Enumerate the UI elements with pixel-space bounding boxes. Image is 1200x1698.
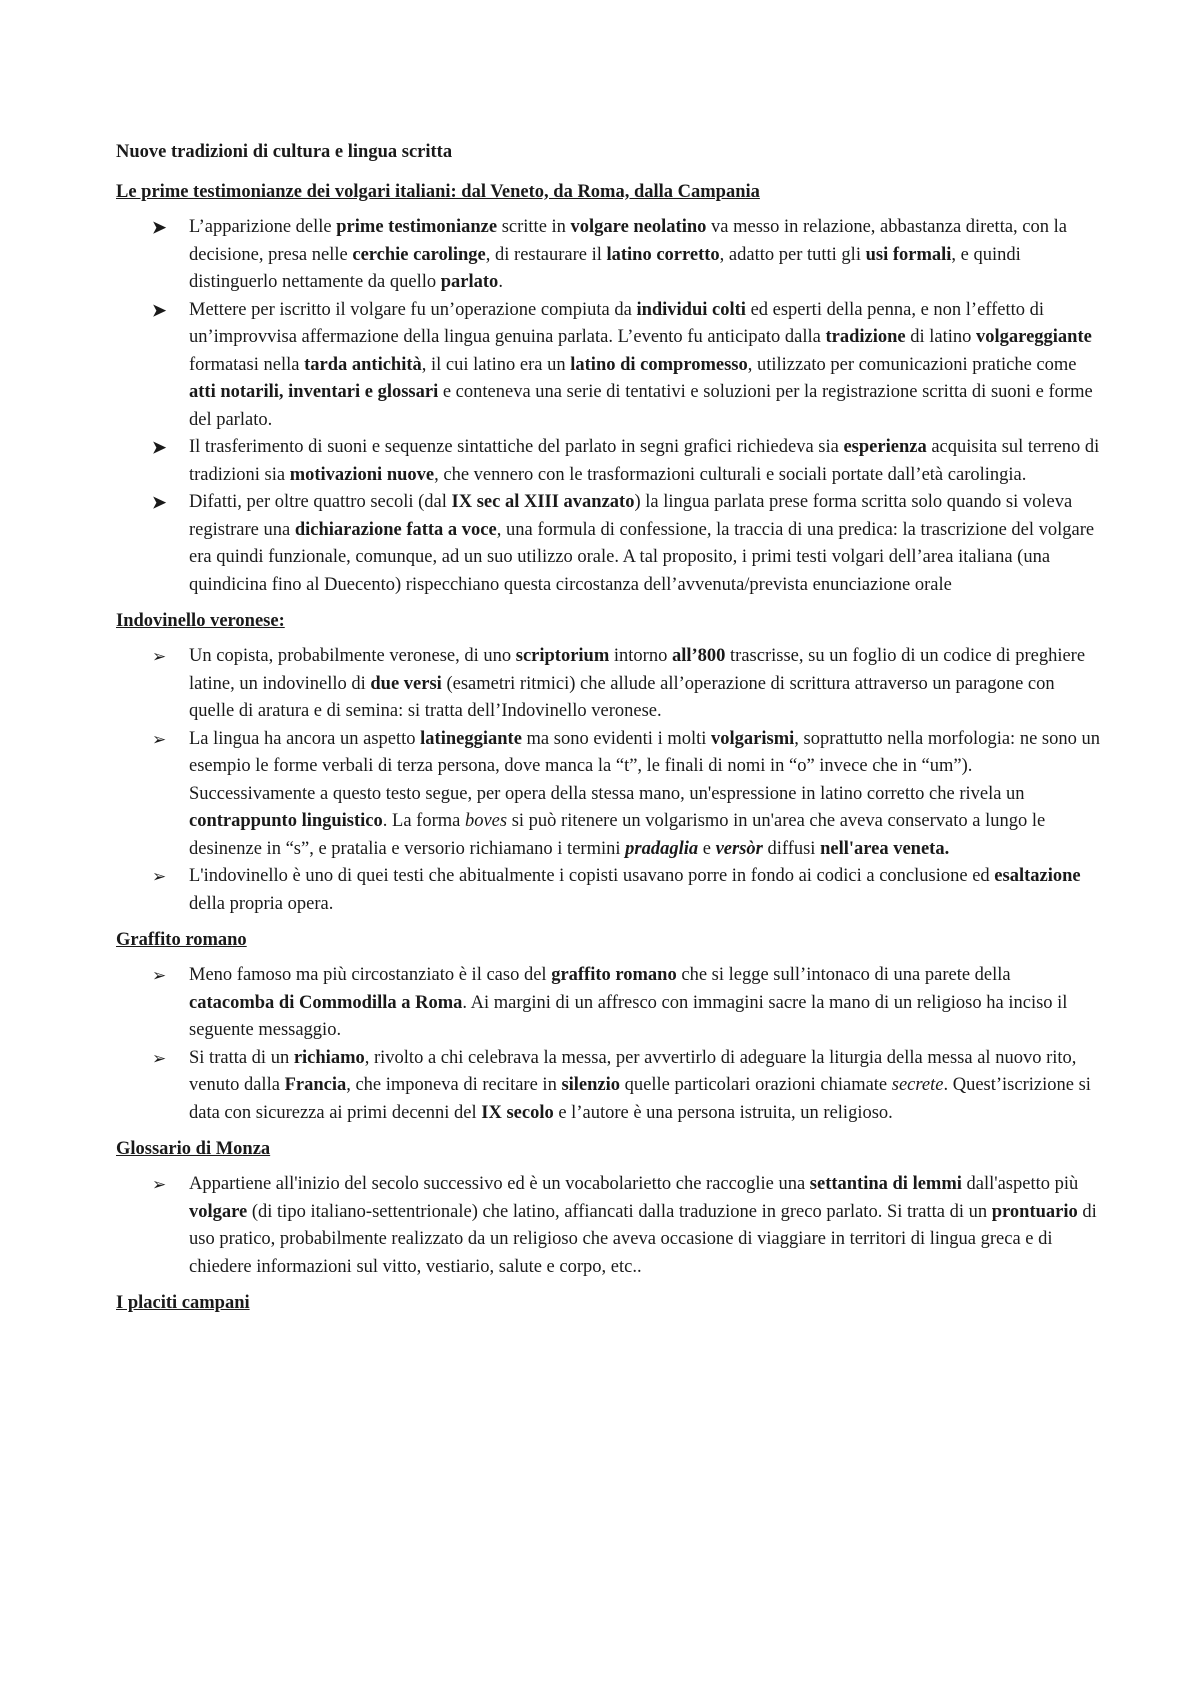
text-run: IX sec al XIII avanzato: [451, 492, 635, 512]
text-run: (di tipo italiano-settentrionale) che latino, affiancati dalla traduzione in greco parlato. Si tratta di un: [247, 1201, 992, 1222]
text-run: che si legge sull’intonaco di una parete della: [676, 965, 1011, 985]
text-run: versòr: [715, 838, 763, 859]
text-run: dichiarazione fatta a voce: [294, 519, 497, 540]
text-run: di latino: [905, 327, 977, 347]
list-item: [116, 434, 1100, 489]
text-run: volgare: [189, 1201, 248, 1222]
text-run: boves: [464, 811, 508, 831]
text-run: , una formula di confessione, la traccia di una predica: la trascrizione del volgare era quindi funzionale, comunque, ad un suo utilizzo orale. A tal proposito, i primi testi volgari dell’area italiana (una quindicina fino al Duecento) rispecchiano questa circostanza dell’avvenuta/prevista enunciazione orale: [189, 519, 1095, 595]
arrow-bullet-icon: ➤: [152, 300, 167, 320]
text-run: Francia: [284, 1075, 347, 1095]
text-run: e conteneva una serie di tentativi e soluzioni per la registrazione scritta di suoni e forme del parlato.: [189, 382, 1093, 430]
text-run: Il trasferimento di suoni e sequenze sintattiche del parlato in segni grafici richiedeva sia: [189, 437, 844, 457]
text-run: di uso pratico, probabilmente realizzato da un religioso che aveva occasione di viaggiare in territori di lingua greca e di chiedere informazioni sul vitto, vestiario, salute e corpo, etc..: [189, 1201, 1097, 1277]
text-run: IX secolo: [481, 1102, 554, 1123]
text-run: latino di compromesso: [570, 354, 748, 375]
document-title: Nuove tradizioni di cultura e lingua scritta: [116, 142, 453, 162]
text-run: usi formali: [865, 244, 952, 265]
text-run: secrete: [891, 1075, 944, 1095]
text-run: Difatti, per oltre quattro secoli (dal: [189, 492, 452, 512]
text-run: silenzio: [561, 1075, 621, 1095]
text-run: .: [498, 272, 503, 292]
section-heading: Glossario di Monza: [116, 1139, 271, 1159]
text-run: graffito romano: [551, 965, 677, 985]
arrow-bullet-icon: ➤: [152, 493, 167, 512]
arrow-bullet-icon: ➢: [152, 647, 167, 666]
text-run: volgareggiante: [976, 327, 1092, 347]
text-run: , utilizzato per comunicazioni pratiche come: [747, 354, 1077, 375]
text-run: della propria opera.: [189, 893, 334, 914]
text-run: dall'aspetto più: [961, 1174, 1079, 1194]
text-run: formatasi nella: [189, 354, 305, 375]
arrow-bullet-icon: ➢: [152, 966, 167, 985]
text-run: prime testimonianze: [336, 217, 498, 237]
text-run: tarda antichità: [304, 354, 422, 375]
text-run: L’apparizione delle: [189, 217, 337, 237]
text-run: esaltazione: [994, 866, 1081, 886]
text-run: Meno famoso ma più circostanziato è il caso del: [189, 965, 552, 985]
bullet-list: [116, 643, 1100, 918]
bullet-list: [116, 962, 1100, 1127]
arrow-bullet-icon: ➤: [152, 438, 167, 457]
list-item: [116, 214, 1100, 297]
text-run: latino corretto: [606, 244, 720, 265]
arrow-bullet-icon: ➢: [152, 867, 167, 886]
text-run: , che imponeva di recitare in: [346, 1075, 562, 1095]
text-run: , che vennero con le trasformazioni culturali e sociali portate dall’età carolingia.: [434, 464, 1027, 485]
text-run: richiamo: [293, 1047, 365, 1068]
text-run: nell'area veneta.: [820, 838, 950, 859]
text-run: esperienza: [843, 437, 927, 457]
arrow-bullet-icon: ➤: [152, 218, 167, 237]
arrow-bullet-icon: ➢: [152, 729, 167, 749]
text-run: prontuario: [991, 1201, 1078, 1222]
text-run: acquisita sul terreno di tradizioni sia: [189, 437, 1100, 485]
text-run: , rivolto a chi celebrava la messa, per avvertirlo di adeguare la liturgia della messa al nuovo rito, venuto dalla: [189, 1047, 1077, 1095]
text-run: Un copista, probabilmente veronese, di uno: [189, 646, 516, 666]
text-run: latineggiante: [420, 728, 522, 749]
section-heading: Le prime testimonianze dei volgari italiani: dal Veneto, da Roma, dalla Campania: [116, 182, 760, 202]
text-run: ed esperti della penna, e non l’effetto di un’improvvisa affermazione della lingua genuina parlata. L’evento fu anticipato dalla: [189, 299, 1045, 347]
text-run: individui colti: [636, 299, 746, 320]
text-run: pradaglia: [625, 838, 699, 859]
text-run: intorno: [609, 646, 672, 666]
list-item: [116, 726, 1100, 864]
text-run: . Quest’iscrizione si data con sicurezza ai primi decenni del: [189, 1075, 1091, 1123]
text-run: volgarismi: [711, 728, 795, 749]
text-run: motivazioni nuove: [289, 464, 435, 485]
text-run: Si tratta di un: [189, 1047, 294, 1068]
text-run: e l’autore è una persona istruita, un religioso.: [553, 1102, 893, 1123]
text-run: e: [698, 838, 716, 859]
text-run: Appartiene all'inizio del secolo successivo ed è un vocabolarietto che raccoglie una: [189, 1174, 810, 1194]
text-run: . Ai margini di un affresco con immagini sacre la mano di un religioso ha inciso il seguente messaggio.: [189, 992, 1068, 1040]
text-run: si può ritenere un volgarismo in un'area che aveva conservato a lungo le desinenze in “s”, e pratalia e versorio richiamano i termini: [189, 811, 1046, 859]
text-run: . La forma: [382, 811, 465, 831]
text-run: scritte in: [497, 217, 571, 237]
list-item: [116, 1171, 1100, 1281]
bullet-list: [116, 1171, 1100, 1281]
text-run: tradizione: [825, 327, 906, 347]
text-run: , adatto per tutti gli: [719, 244, 866, 265]
text-run: settantina di lemmi: [809, 1174, 962, 1194]
text-run: cerchie carolinge: [352, 244, 486, 265]
text-run: quelle particolari orazioni chiamate: [620, 1075, 892, 1095]
list-item: [116, 489, 1100, 599]
document-body: [116, 180, 1100, 1315]
text-run: parlato: [440, 272, 499, 292]
section-heading: Graffito romano: [116, 930, 247, 950]
arrow-bullet-icon: ➢: [152, 1175, 167, 1194]
text-run: ) la lingua parlata prese forma scritta solo quando si voleva registrare una: [189, 492, 1073, 540]
text-run: , di restaurare il: [485, 244, 607, 265]
text-run: (esametri ritmici) che allude all’operazione di scrittura attraverso un paragone con quelle di aratura e di semina: si tratta dell’Indovinello veronese.: [189, 673, 1055, 721]
text-run: La lingua ha ancora un aspetto: [189, 728, 421, 749]
text-run: all’800: [671, 646, 726, 666]
section-heading: Indovinello veronese:: [116, 611, 285, 631]
text-run: trascrisse, su un foglio di un codice di preghiere latine, un indovinello di: [189, 646, 1086, 694]
arrow-bullet-icon: ➢: [152, 1048, 167, 1068]
text-run: diffusi: [762, 838, 821, 859]
list-item: [116, 962, 1100, 1045]
bullet-list: [116, 214, 1100, 599]
text-run: , soprattutto nella morfologia: ne sono un esempio le forme verbali di terza persona, dove manca la “t”, le finali di nomi in “o” invece che in “um”). Successivamente a questo testo segue, per opera della stessa mano, un'espressione in latino corretto che rivela un: [189, 728, 1100, 804]
text-run: Mettere per iscritto il volgare fu un’operazione compiuta da: [189, 299, 637, 320]
list-item: [116, 863, 1100, 918]
text-run: , il cui latino era un: [421, 354, 571, 375]
text-run: volgare neolatino: [570, 217, 707, 237]
text-run: scriptorium: [515, 646, 610, 666]
list-item: [116, 297, 1100, 435]
text-run: catacomba di Commodilla a Roma: [189, 992, 463, 1013]
text-run: ma sono evidenti i molti: [521, 728, 712, 749]
text-run: L'indovinello è uno di quei testi che abitualmente i copisti usavano porre in fondo ai codici a conclusione ed: [189, 866, 995, 886]
text-run: contrappunto linguistico: [189, 811, 383, 831]
list-item: [116, 1045, 1100, 1128]
text-run: va messo in relazione, abbastanza diretta, con la decisione, presa nelle: [189, 217, 1067, 265]
text-run: atti notarili, inventari e glossari: [189, 382, 439, 402]
text-run: , e quindi distinguerlo nettamente da quello: [189, 244, 1021, 292]
text-run: due versi: [370, 673, 442, 694]
section-heading: I placiti campani: [116, 1293, 250, 1313]
list-item: [116, 643, 1100, 726]
